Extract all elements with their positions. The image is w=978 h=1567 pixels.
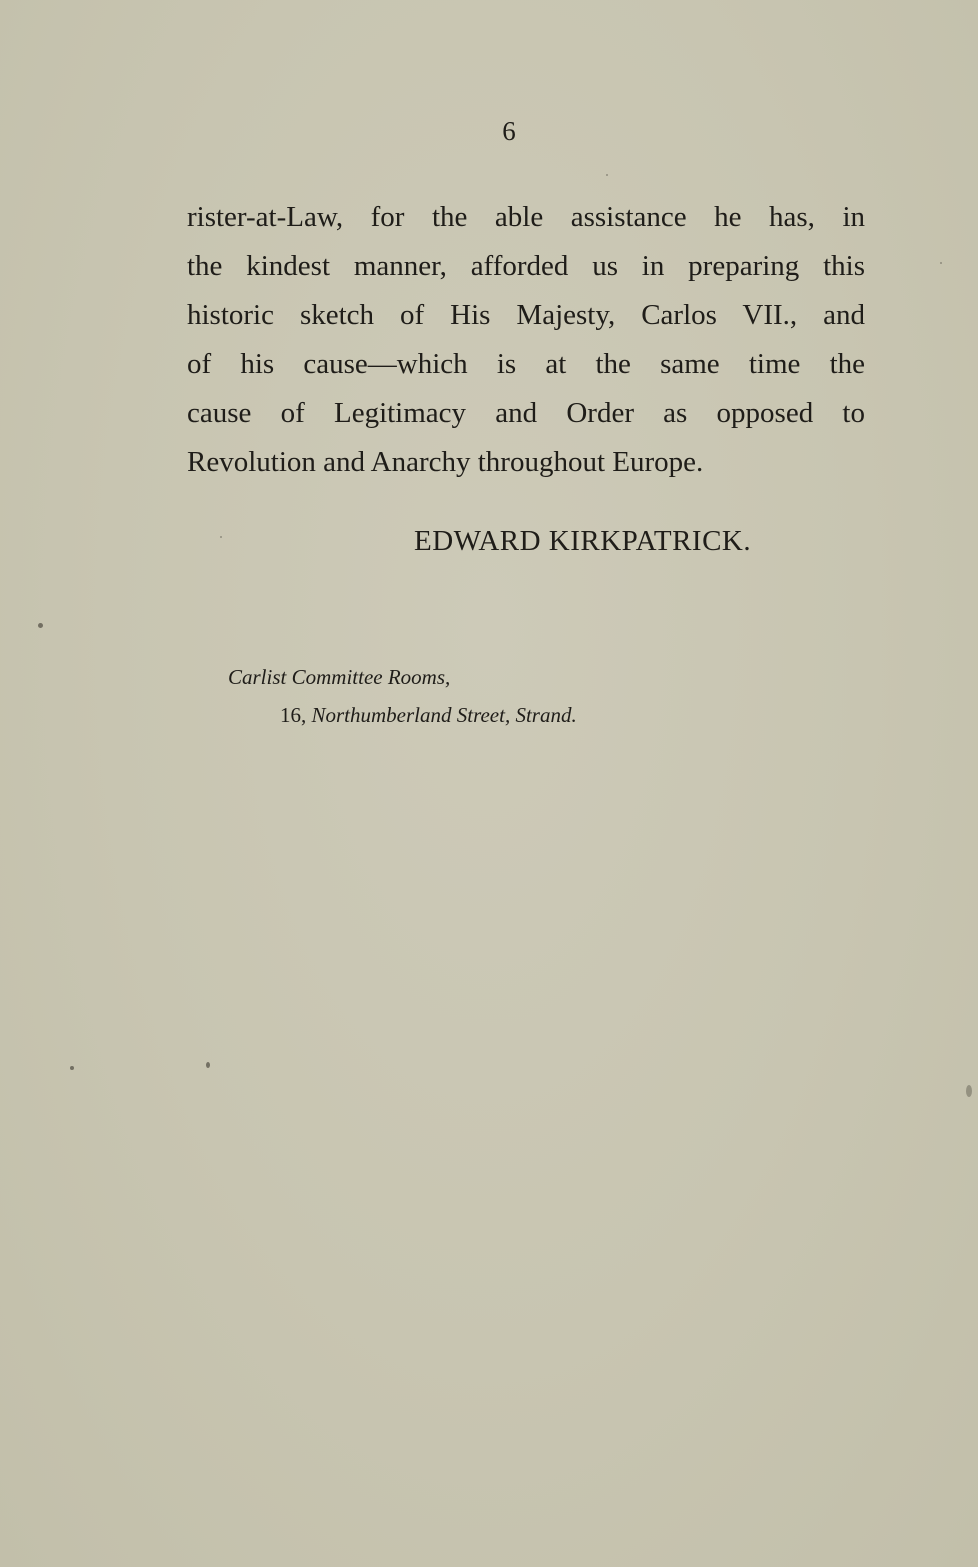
paper-speck [220, 536, 222, 538]
paper-speck [606, 174, 608, 176]
paper-speck [940, 262, 942, 264]
paragraph-line: of his cause—which is at the same time the [187, 348, 865, 380]
body-paragraph [187, 193, 865, 487]
paper-speck [70, 1066, 74, 1070]
paper-speck [966, 1085, 972, 1097]
signature: EDWARD KIRKPATRICK. [414, 525, 752, 557]
paper-speck [38, 623, 43, 628]
paragraph-line: rister-at-Law, for the able assistance he has, in [187, 201, 865, 233]
paper-speck [206, 1062, 210, 1068]
address-number: 16, [280, 703, 307, 727]
address-line-2 [280, 703, 577, 728]
paragraph-line: Revolution and Anarchy throughout Europe. [187, 446, 704, 478]
address-street: Northumberland Street, Strand. [311, 703, 577, 727]
paragraph-line: the kindest manner, afforded us in preparing this [187, 250, 865, 282]
address-line-1: Carlist Committee Rooms, [228, 665, 451, 689]
paragraph-line: historic sketch of His Majesty, Carlos VII., and [187, 299, 865, 331]
paragraph-line: cause of Legitimacy and Order as opposed to [187, 397, 865, 429]
page-number: 6 [502, 116, 516, 146]
